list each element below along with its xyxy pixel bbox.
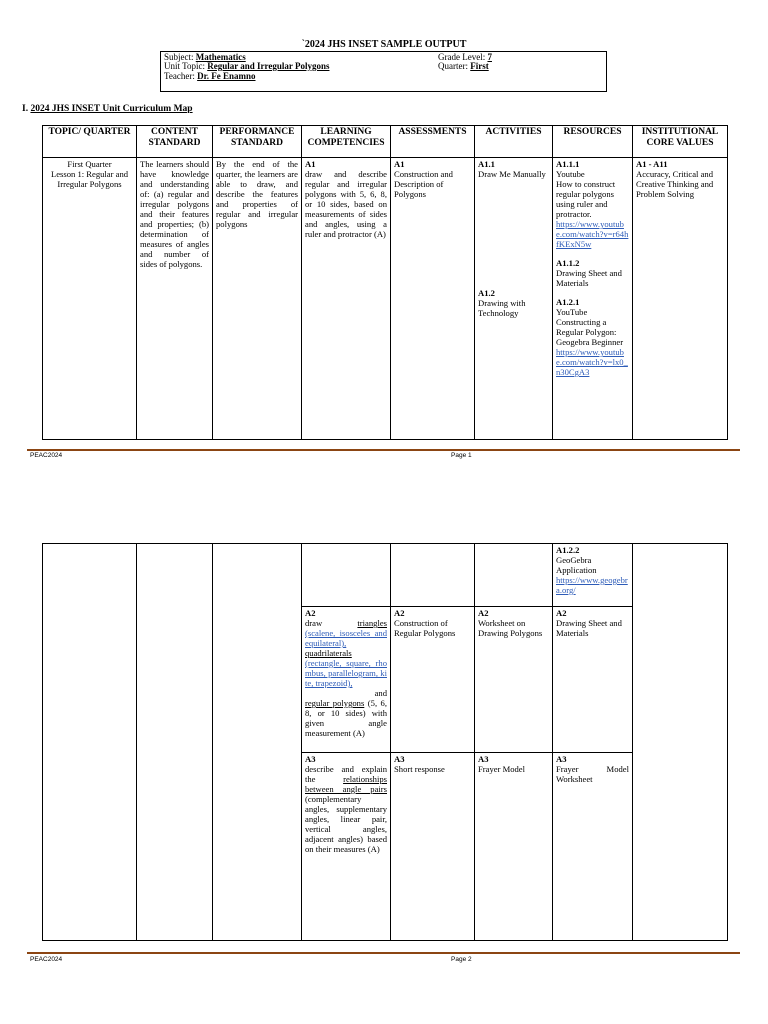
curriculum-map-table-page2 <box>42 543 728 941</box>
quarter-label: Quarter: <box>438 61 468 71</box>
teacher-row <box>164 72 256 82</box>
header-content: CONTENT STANDARD <box>137 126 213 158</box>
competency-a3-code: A3 <box>305 754 316 764</box>
assessment-a3-cell <box>391 753 475 941</box>
table-row <box>43 158 728 440</box>
competency-a1-cell <box>302 158 391 440</box>
competency-a2-rest: (5, 6, 8, or 10 sides) with given angle measurement (A) <box>305 698 387 738</box>
document-title: `2024 JHS INSET SAMPLE OUTPUT <box>301 39 467 50</box>
resource-a1-2-2-code: A1.2.2 <box>556 545 580 555</box>
activity-a1-1-code: A1.1 <box>478 159 495 169</box>
resource-a1-2-1-text: Constructing a Regular Polygon: Geogebra Beginner <box>556 317 624 347</box>
assessment-a2-text: Construction of Regular Polygons <box>394 618 456 638</box>
assessment-cont-cell <box>391 544 475 607</box>
topic-cell <box>43 158 137 440</box>
competency-a3-post: (complementary angles, supplementary angles, linear pair, vertical angles, adjacent angles) based on their measures (A) <box>305 794 387 854</box>
competency-a2-quadrilaterals: quadrilaterals <box>305 648 352 658</box>
performance-standard-cell: By the end of the quarter, the learners are able to draw, and describe the features and properties of regular and irregular polygons <box>213 158 302 440</box>
assessment-a1-text: Construction and Description of Polygons <box>394 169 453 199</box>
subject-label: Subject: <box>164 52 194 62</box>
assessment-a3-text: Short response <box>394 764 445 774</box>
quarter-value: First <box>470 61 489 71</box>
resources-a1-cell <box>553 158 633 440</box>
competency-cont-cell <box>302 544 391 607</box>
activity-a1-2-text: Drawing with Technology <box>478 298 526 318</box>
competency-a2-code: A2 <box>305 608 316 618</box>
competency-a1-text: draw and describe regular and irregular polygons with 5, 6, 8, or 10 sides, based on measurements of sides and angles, using a ruler and protractor (A) <box>305 169 387 239</box>
footer-line-page2 <box>27 952 740 954</box>
activity-a2-cell <box>475 607 553 753</box>
activity-a1-2-code: A1.2 <box>478 288 495 298</box>
footer-page-number-2: Page 2 <box>451 956 472 963</box>
performance-cell-cont <box>213 544 302 941</box>
section-heading <box>22 104 193 114</box>
competency-a2-triangle-types[interactable]: (scalene, isosceles and equilateral), <box>305 628 387 648</box>
activities-a1-cell <box>475 158 553 440</box>
resource-a1-1-1-code: A1.1.1 <box>556 159 580 169</box>
activity-a1-1-text: Draw Me Manually <box>478 169 546 179</box>
values-cell-cont <box>633 544 728 941</box>
activity-a3-text: Frayer Model <box>478 764 526 774</box>
assessment-a1-code: A1 <box>394 159 405 169</box>
competency-a3-cell <box>302 753 391 941</box>
values-cell <box>633 158 728 440</box>
topic-lesson: Lesson 1: Regular and Irregular Polygons <box>50 169 129 189</box>
table-row <box>43 544 728 607</box>
resource-a1-2-2-link[interactable]: https://www.geogebra.org/ <box>556 575 628 595</box>
competency-a3-relationships: relationships between angle pairs <box>305 774 387 794</box>
section-number: I. <box>22 104 29 114</box>
section-title: 2024 JHS INSET Unit Curriculum Map <box>30 104 193 114</box>
footer-left-page2: PEAC2024 <box>30 956 63 963</box>
resource-a2-code: A2 <box>556 608 567 618</box>
topic-cell-cont <box>43 544 137 941</box>
activity-a2-code: A2 <box>478 608 489 618</box>
resource-a1-2-1-link[interactable]: https://www.youtube.com/watch?v=lx0_n30CgA3 <box>556 347 628 377</box>
footer-left-page1: PEAC2024 <box>30 452 63 459</box>
assessment-a3-code: A3 <box>394 754 405 764</box>
grade-level-value: 7 <box>487 52 492 62</box>
topic-quarter: First Quarter <box>67 159 112 169</box>
header-row <box>43 126 728 158</box>
competency-a2-quad-types[interactable]: (rectangle, square, rhombus, parallelogram, kite, trapezoid), <box>305 658 387 688</box>
assessment-a1-cell <box>391 158 475 440</box>
resource-a2-cell <box>553 607 633 753</box>
values-text: Accuracy, Critical and Creative Thinking and Problem Solving <box>636 169 714 199</box>
subject-value: Mathematics <box>195 52 246 62</box>
teacher-label: Teacher: <box>164 71 195 81</box>
assessment-a2-code: A2 <box>394 608 405 618</box>
activity-cont-cell <box>475 544 553 607</box>
footer-line-page1 <box>27 449 740 451</box>
resource-a1-1-2-text: Drawing Sheet and Materials <box>556 268 622 288</box>
resource-a3-cell <box>553 753 633 941</box>
grade-level-label: Grade Level: <box>438 52 486 62</box>
resource-a1-1-2-code: A1.1.2 <box>556 258 580 268</box>
activity-a3-cell <box>475 753 553 941</box>
resource-a1-2-1-code: A1.2.1 <box>556 297 580 307</box>
teacher-value: Dr. Fe Enamno <box>197 71 256 81</box>
curriculum-map-table-page1 <box>42 125 728 440</box>
quarter-row <box>438 62 489 72</box>
resource-a1-1-1-text: How to construct regular polygons using ruler and protractor. <box>556 179 616 219</box>
header-activities: ACTIVITIES <box>475 126 553 158</box>
info-box <box>160 51 607 92</box>
resource-a1-1-1-link[interactable]: https://www.youtube.com/watch?v=r64hfKExN5w <box>556 219 629 249</box>
header-topic: TOPIC/ QUARTER <box>43 126 137 158</box>
footer-page-number-1: Page 1 <box>451 452 472 459</box>
resource-a2-text: Drawing Sheet and Materials <box>556 618 622 638</box>
competency-a2-triangles: triangles <box>357 618 387 628</box>
competency-a2-cell <box>302 607 391 753</box>
unit-topic-label: Unit Topic: <box>164 61 205 71</box>
assessment-a2-cell <box>391 607 475 753</box>
header-competencies: LEARNING COMPETENCIES <box>302 126 391 158</box>
resource-a1-1-1-source: Youtube <box>556 169 585 179</box>
resource-a1-2-2-cell <box>553 544 633 607</box>
unit-topic-value: Regular and Irregular Polygons <box>207 61 330 71</box>
activity-a2-text: Worksheet on Drawing Polygons <box>478 618 543 638</box>
content-standard-cell: The learners should have knowledge and understanding of: (a) regular and irregular polygons and their features and properties; (b) determination of measures of angles and number of sides of polygons. <box>137 158 213 440</box>
competency-a2-regular: regular polygons <box>305 698 365 708</box>
header-resources: RESOURCES <box>553 126 633 158</box>
resource-a3-text: Frayer Model Worksheet <box>556 764 629 784</box>
competency-a2-and: and <box>374 688 387 698</box>
values-code: A1 - A11 <box>636 159 668 169</box>
activity-a3-code: A3 <box>478 754 489 764</box>
competency-a1-code: A1 <box>305 159 316 169</box>
header-performance: PERFORMANCE STANDARD <box>213 126 302 158</box>
header-assessments: ASSESSMENTS <box>391 126 475 158</box>
resource-a3-code: A3 <box>556 754 567 764</box>
resource-a1-2-2-text: GeoGebra Application <box>556 555 597 575</box>
header-values: INSTITUTIONAL CORE VALUES <box>633 126 728 158</box>
content-cell-cont <box>137 544 213 941</box>
competency-a2-draw: draw <box>305 618 323 628</box>
resource-a1-2-1-source: YouTube <box>556 307 588 317</box>
competency-a3-pre: describe and explain the <box>305 764 387 784</box>
